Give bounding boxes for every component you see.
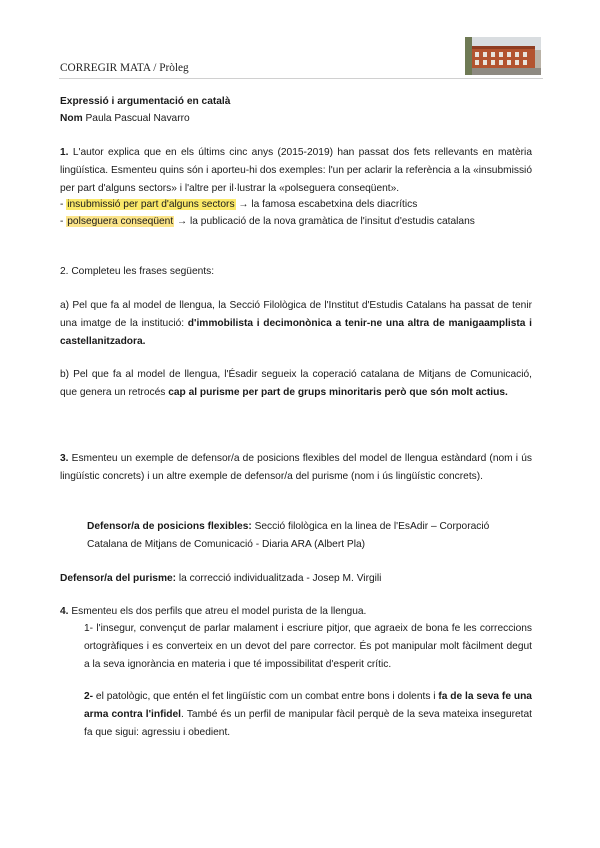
answer-1-item-2-text: la publicació de la nova gramàtica de l'insitut d'estudis catalans — [190, 216, 475, 227]
flexible-value: Secció filològica en la linea de l'EsAdir – Corporació Catalana de Mitjans de Comunicació - Diaria ARA (Albert Pla) — [87, 521, 490, 550]
question-4-number: 4. — [60, 606, 69, 617]
question-3 — [60, 450, 532, 486]
name-value: Paula Pascual Navarro — [85, 113, 190, 124]
answer-4-profile-1: 1- l'insegur, convençut de parlar malament i escriure pitjor, que agraeix de bona fe les correccions ortogràfiques i es converteix en un devot del pare corrector. És pot manipular molt fàcilment degut a la seva ignorància en materia i que té impossibilitat d'esperit crític. — [84, 623, 532, 670]
answer-2a — [60, 297, 532, 351]
answer-4-profile-2 — [84, 688, 532, 742]
question-3-number: 3. — [60, 453, 69, 464]
question-1-number: 1. — [60, 147, 69, 158]
list-dash: - — [60, 199, 64, 210]
profile-2-text: el patològic, que entén el fet lingüístic com un combat entre bons i dolents i — [95, 691, 436, 702]
flexible-label: Defensor/a de posicions flexibles: — [87, 521, 252, 532]
question-3-text: Esmenteu un exemple de defensor/a de posicions flexibles del model de llengua estàndard (nom i ús lingüístic concrets) i un altre exemple de defensor/a del purisme (nom i ús lingüístic concrets). — [60, 453, 532, 482]
header-photo — [465, 37, 541, 75]
profile-2-number: 2- — [84, 691, 94, 702]
answer-1-item-1-text: la famosa escabetxina dels diacrítics — [251, 199, 418, 210]
list-dash: - — [60, 216, 64, 227]
answer-2b-bold: cap al purisme per part de grups minoritaris però que són molt actius. — [168, 387, 508, 398]
answer-2a-text: a) Pel que fa al model de llengua, la Secció Filològica de l'Institut d'Estudis Catalans ha passat de tenir una imatge de la institució: — [60, 300, 532, 329]
arrow-right-icon: → — [177, 216, 188, 227]
answer-2b-text: b) Pel que fa al model de llengua, l'Ésadir segueix la coperació catalana de Mitjans de Comunicació, que genera un retrocés — [60, 369, 532, 398]
highlight-insubmissio: insubmissió per part d'alguns sectors — [67, 199, 235, 210]
name-line — [60, 110, 532, 128]
name-label: Nom — [60, 113, 83, 124]
answer-2b — [60, 366, 532, 402]
header-divider — [59, 78, 543, 79]
answer-1-item-1 — [60, 196, 532, 214]
purism-value: la correcció individualitzada - Josep M. Virgili — [178, 573, 382, 584]
header-title: CORREGIR MATA / Pròleg — [60, 62, 189, 74]
subject-title: Expressió i argumentació en català — [60, 96, 231, 107]
answer-1-item-2 — [60, 213, 532, 231]
profile-2-bold: fa de la seva fe una arma contra l'infidel — [84, 691, 532, 720]
question-4-text: Esmenteu els dos perfils que atreu el model purista de la llengua. — [71, 606, 367, 617]
purism-label: Defensor/a del purisme: — [60, 573, 177, 584]
answer-2a-bold: d'immobilista i decimonònica a tenir-ne una altra de manigaamplista i castellanitzadora. — [60, 318, 532, 347]
question-1-text: L'autor explica que en els últims cinc anys (2015-2019) han passat dos fets rellevants en matèria lingüística. Esmenteu quins són i aporteu-hi dos exemples: l'un per aclarir la referència a la «insubmissió per part d'alguns sectors» i l'altre per il·lustrar la «polseguera conseqüent». — [60, 147, 532, 194]
question-4 — [60, 603, 532, 621]
profile-2-rest: . També és un perfil de manipular fàcil perquè de la seva mateixa inseguretat fa que sigui: agressiu i obedient. — [84, 709, 533, 738]
answer-3-flexible — [87, 518, 532, 554]
highlight-polseguera: polseguera conseqüent — [67, 216, 174, 227]
question-1 — [60, 144, 532, 198]
question-2-heading: 2. Completeu les frases següents: — [60, 266, 215, 277]
arrow-right-icon: → — [238, 199, 249, 210]
answer-3-purism — [60, 570, 532, 588]
